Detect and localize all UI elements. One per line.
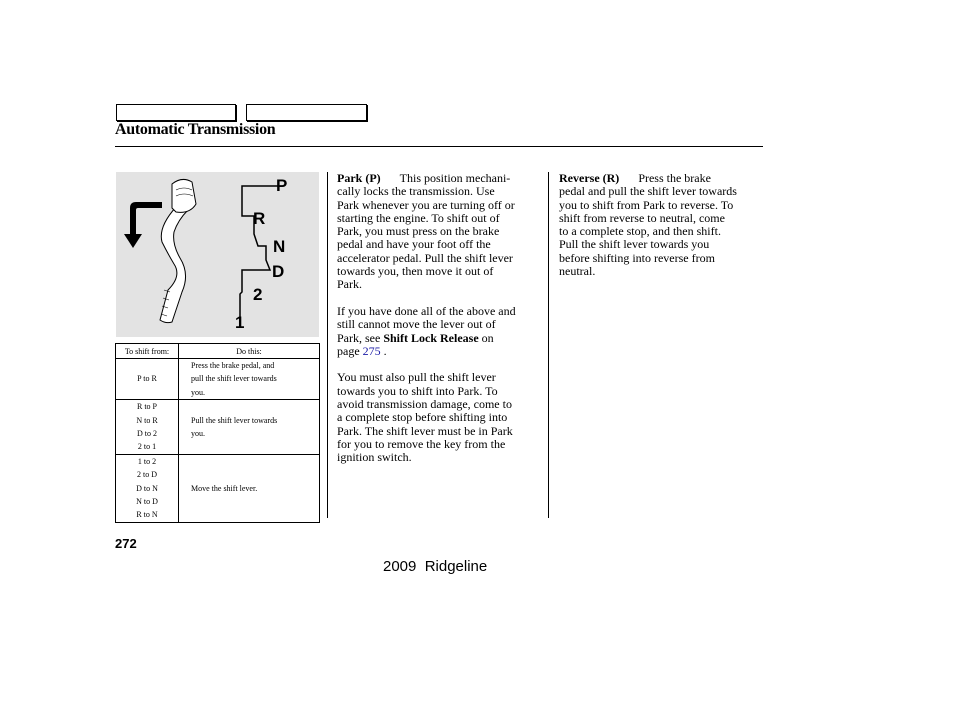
page-number: 272 [115,536,137,551]
park-text-line: Park. [337,277,362,292]
park-text-line: Park, you must press on the brake [337,224,500,239]
park-text-line: This position mechani- [399,171,511,185]
park-text-line: towards you to shift into Park. To [337,383,498,398]
table-cell-action: Pull the shift lever towards [191,415,278,425]
reverse-text-line: neutral. [559,264,596,279]
park-text-line: towards you, then move it out of [337,264,494,279]
column-divider [327,172,328,518]
footer-model: 2009 Ridgeline [383,558,488,575]
lever-shaft [160,207,188,323]
shift-table [115,343,320,523]
reverse-text-line: before shifting into reverse from [559,250,715,265]
table-cell-action: you. [191,387,205,397]
reverse-text-line: Pull the shift lever towards you [559,237,710,252]
table-header-from: To shift from: [116,344,179,359]
gear-label-2: 2 [253,285,263,304]
nav-button-2[interactable] [246,104,367,121]
table-row [116,400,320,455]
gear-label-1: 1 [235,313,245,332]
park-text-line: starting the engine. To shift out of [337,210,500,225]
table-cell-from: D to N [136,483,158,493]
table-cell-from: 2 to D [137,470,157,480]
table-cell-from: D to 2 [137,429,157,439]
reverse-text-line: you to shift from Park to reverse. To [559,197,734,212]
park-text-line: avoid transmission damage, come to [337,397,512,412]
table-cell-from: R to P [136,402,157,412]
table-cell-from: N to R [136,415,158,425]
park-text-line: Park. The shift lever must be in Park [337,423,513,438]
table-cell-from: N to D [136,497,158,507]
park-text-line: still cannot move the lever out of [337,317,496,332]
title-divider [115,146,763,147]
table-cell-action: you. [191,429,205,439]
reverse-heading: Reverse (R) [559,171,620,185]
table-cell-from: 1 to 2 [137,456,157,466]
table-row [116,359,320,400]
page-title: Automatic Transmission [115,121,276,138]
table-row [116,454,320,522]
gear-label-r: R [253,209,266,228]
park-text-line: for you to remove the key from the [337,436,506,451]
park-text-line: You must also pull the shift lever [337,370,496,385]
gear-label-p: P [276,176,288,195]
reverse-text-line: to a complete stop, and then shift. [559,224,721,239]
park-text-line: Park whenever you are turning off or [337,197,515,212]
page-275-link[interactable]: 275 [362,343,381,358]
park-section [337,172,545,465]
park-text-line: If you have done all of the above and [337,303,516,318]
park-text-line: accelerator pedal. Pull the shift lever [337,250,513,265]
park-heading: Park (P) [337,171,381,185]
nav-button-1[interactable] [116,104,236,121]
pull-arrow-icon [124,202,162,248]
park-text-segment: page [337,343,363,358]
table-cell-action: pull the shift lever towards [191,374,277,384]
shift-lever-figure [116,172,319,337]
reverse-text-line: pedal and pull the shift lever towards [559,184,737,199]
shift-lock-release-link[interactable]: Shift Lock Release [383,330,479,345]
column-divider [548,172,549,518]
gear-label-n: N [273,237,286,256]
park-text-segment: . [380,343,387,358]
table-cell-from: P to R [137,374,157,384]
shift-lever-illustration [116,172,319,337]
gear-label-d: D [272,262,285,281]
reverse-text-line: Press the brake [638,171,711,185]
park-text-line: pedal and have your foot off the [337,237,491,252]
park-text-line: cally locks the transmission. Use [337,184,495,199]
reverse-section [559,172,765,278]
table-cell-action: Press the brake pedal, and [191,361,275,370]
park-text-segment: Park, see [337,330,384,345]
park-text-line: a complete stop before shifting into [337,410,508,425]
table-header-row [116,344,320,359]
park-text-segment: on [478,330,494,345]
reverse-text-line: shift from reverse to neutral, come [559,210,725,225]
table-cell-from: 2 to 1 [137,442,157,452]
table-header-action: Do this: [179,344,320,359]
table-cell-from: R to N [136,510,158,520]
park-text-line: ignition switch. [337,450,412,465]
table-cell-action: Move the shift lever. [191,483,258,493]
